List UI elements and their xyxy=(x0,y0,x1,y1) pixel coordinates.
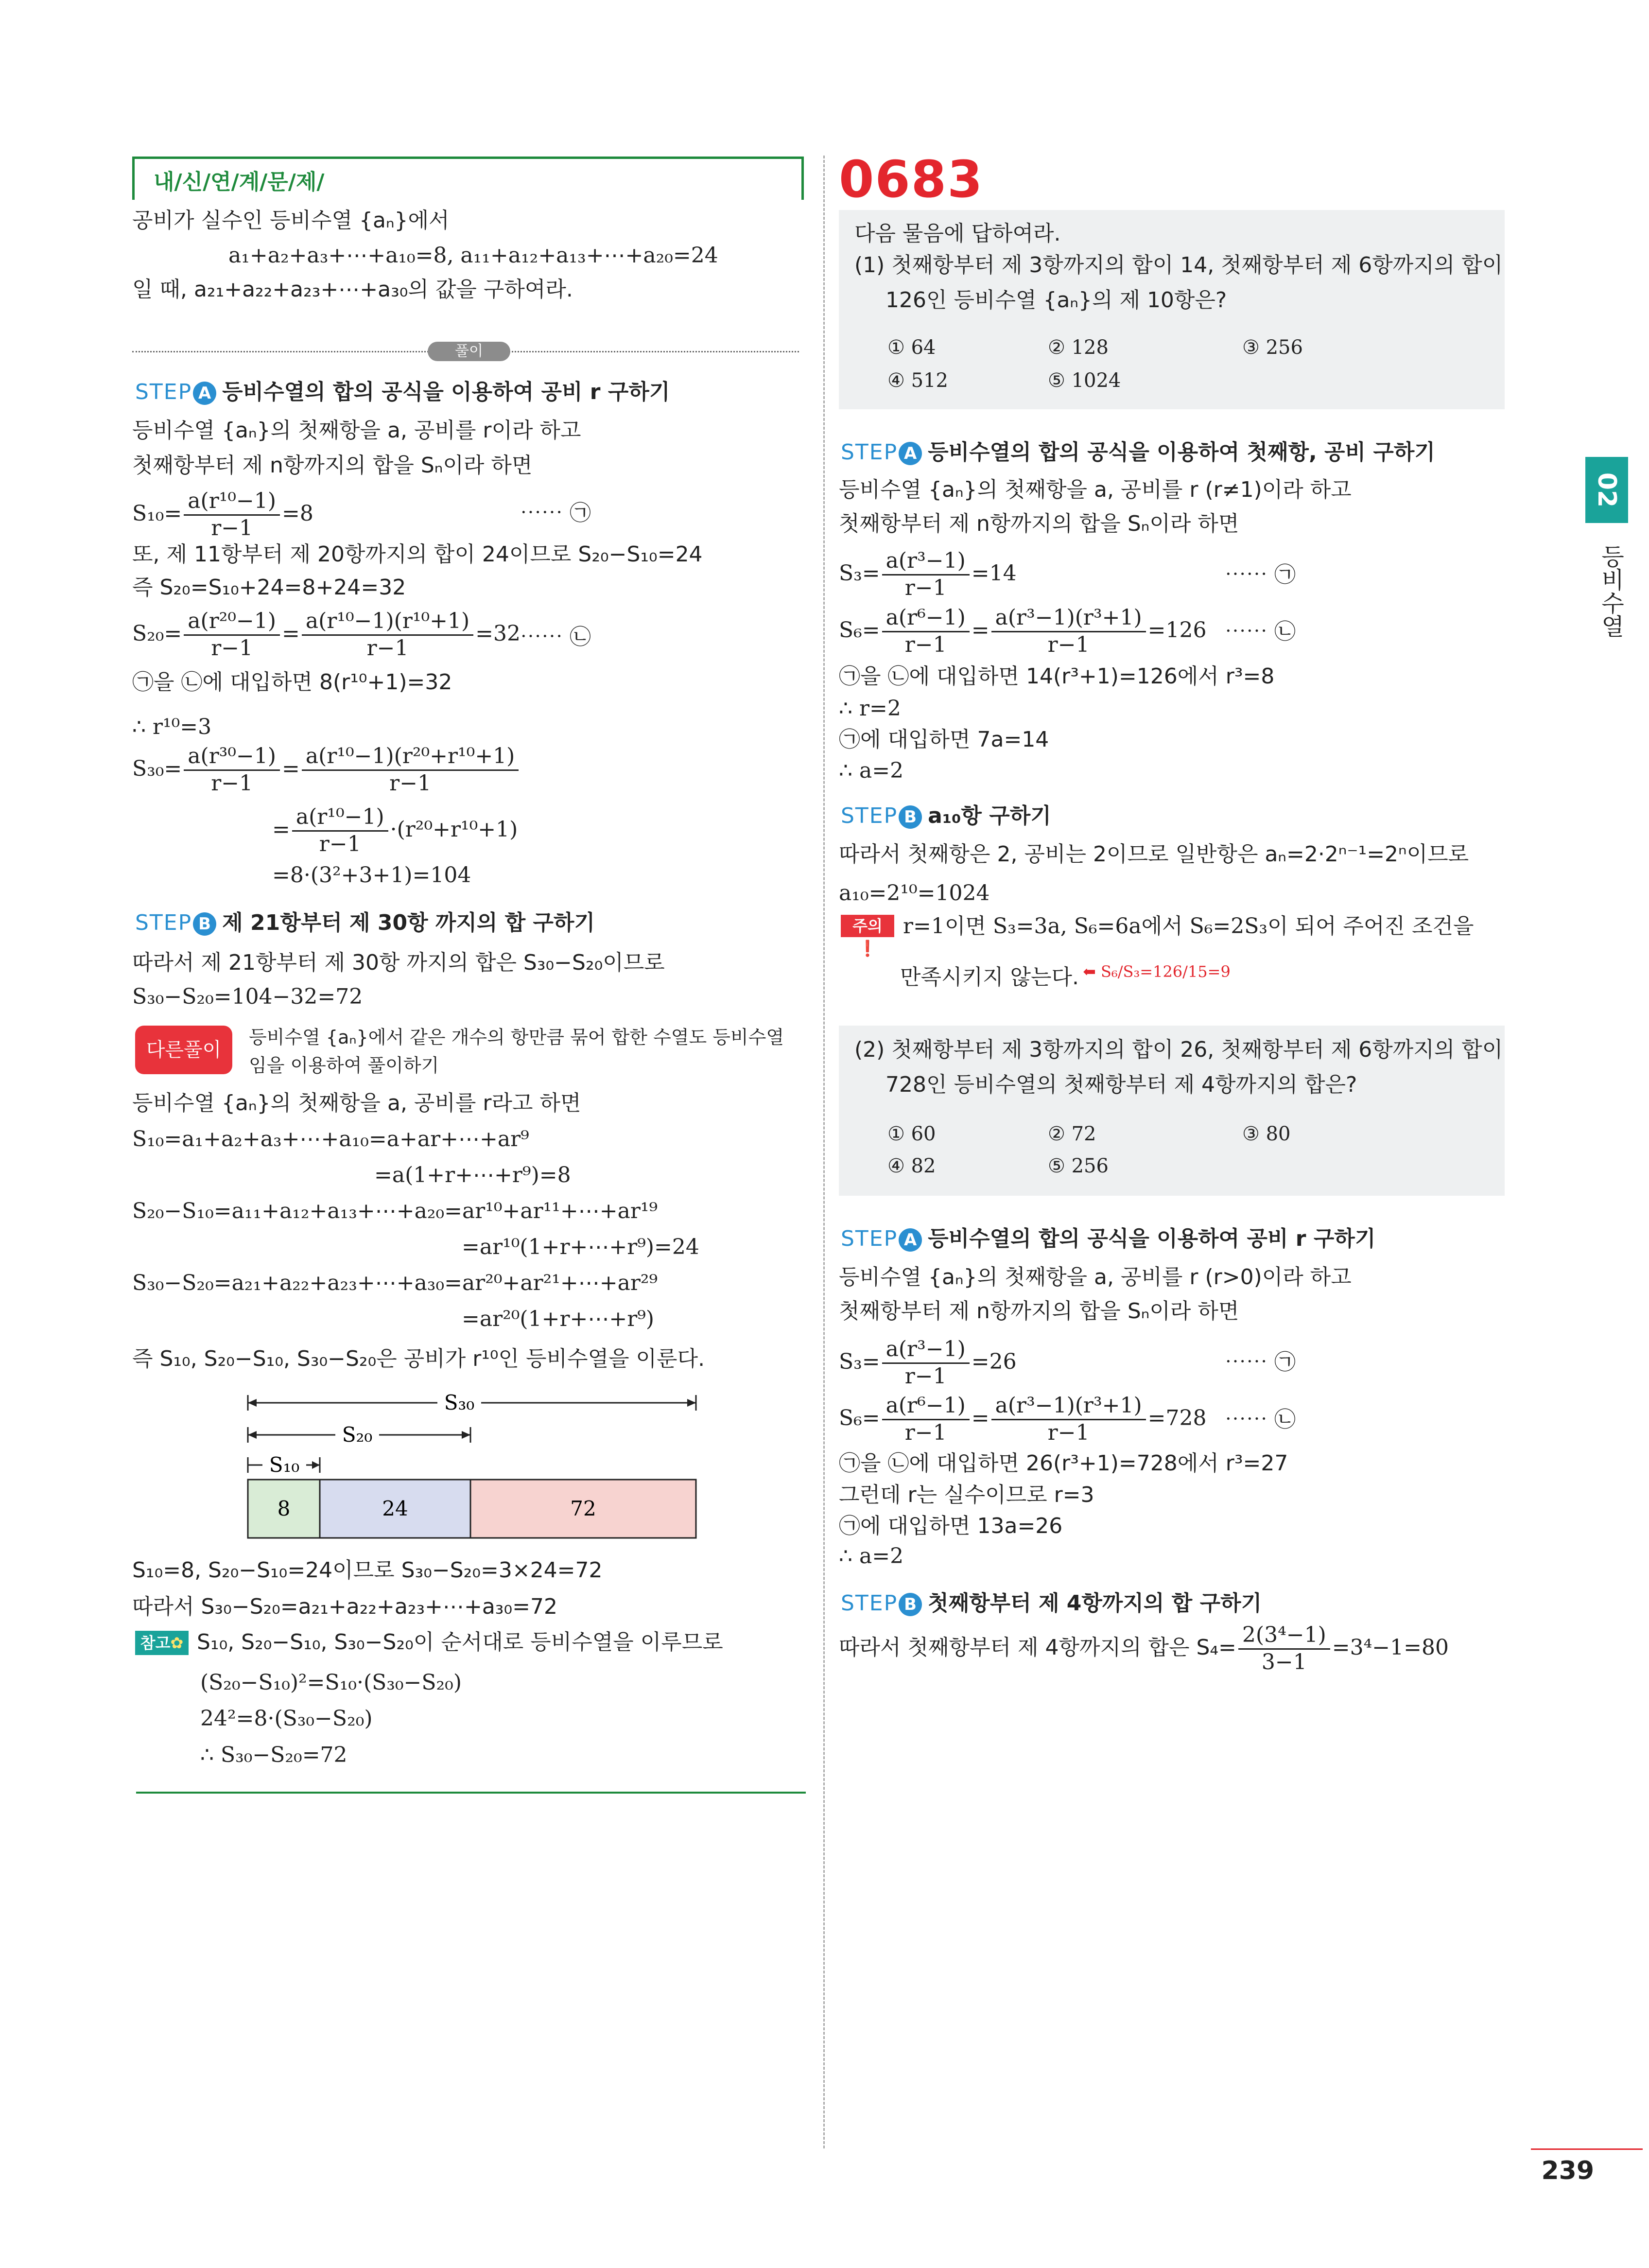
q1-sol-line: ㉠을 ㉡에 대입하면 14(r³+1)=126에서 r³=8 xyxy=(839,664,1275,689)
alt-line: 즉 S₁₀, S₂₀−S₁₀, S₃₀−S₂₀은 공비가 r¹⁰인 등비수열을 이룬다. xyxy=(132,1346,705,1371)
eq-marker: ⋯⋯ ㉠ xyxy=(1225,1350,1296,1375)
q2-line: (2) 첫째항부터 제 3항까지의 합이 26, 첫째항부터 제 6항까지의 합이 xyxy=(854,1037,1503,1062)
step-letter-icon: A xyxy=(193,382,216,405)
q2-option[interactable]: ④ 82 xyxy=(887,1155,936,1177)
ref-line: 24²=8·(S₃₀−S₂₀) xyxy=(200,1706,373,1731)
chapter-tab[interactable] xyxy=(1585,457,1628,523)
formula-s3: S₃= $\frac{\text{a(r³−1)}}{r-1}$ =26 xyxy=(839,1337,1017,1389)
step-b-header: STEP B 제 21항부터 제 30항 까지의 합 구하기 xyxy=(135,910,595,935)
q2-step-a-header: STEP A 등비수열의 합의 공식을 이용하여 공비 r 구하기 xyxy=(841,1226,1376,1251)
formula-s30-result: =8·(3²+3+1)=104 xyxy=(272,863,471,888)
problem-line-1: 공비가 실수인 등비수열 {aₙ}에서 xyxy=(132,208,450,233)
formula-s10: S₁₀= $\frac{\text{a(r¹⁰−1)}}{r-1}$ =8 xyxy=(132,488,313,541)
alt-line: 등비수열 {aₙ}의 첫째항을 a, 공비를 r라고 하면 xyxy=(132,1091,581,1116)
q2-final-line: 따라서 첫째항부터 제 4항까지의 합은 S₄= $\frac{\text{2(3⁴−1)}}{3-1}$ =3⁴−1=80 xyxy=(839,1622,1449,1675)
q2-line: 728인 등비수열의 첫째항부터 제 4항까지의 합은? xyxy=(885,1072,1357,1097)
q2-option[interactable]: ③ 80 xyxy=(1242,1123,1291,1145)
alt-line: S₃₀−S₂₀=a₂₁+a₂₂+a₂₃+⋯+a₃₀=ar²⁰+ar²¹+⋯+ar²⁹ xyxy=(132,1271,658,1295)
sol-line: 따라서 제 21항부터 제 30항 까지의 합은 S₃₀−S₂₀이므로 xyxy=(132,950,665,975)
after-line: S₁₀=8, S₂₀−S₁₀=24이므로 S₃₀−S₂₀=3×24=72 xyxy=(132,1558,603,1583)
problem-number: 0683 xyxy=(839,150,984,209)
q1-option[interactable]: ⑤ 1024 xyxy=(1048,369,1121,392)
problem-line-2: a₁+a₂+a₃+⋯+a₁₀=8, a₁₁+a₁₂+a₁₃+⋯+a₂₀=24 xyxy=(228,243,718,268)
q1-step-b-header: STEP B a₁₀항 구하기 xyxy=(841,803,1051,828)
step-title: 등비수열의 합의 공식을 이용하여 공비 r 구하기 xyxy=(222,380,670,404)
alt-line: S₁₀=a₁+a₂+a₃+⋯+a₁₀=a+ar+⋯+ar⁹ xyxy=(132,1127,529,1151)
s20-label: S₂₀ xyxy=(342,1423,373,1447)
eq-marker: ⋯⋯ ㉡ xyxy=(1225,619,1296,644)
q1-sol-line: 등비수열 {aₙ}의 첫째항을 a, 공비를 r (r≠1)이라 하고 xyxy=(839,477,1352,502)
step-letter-icon: A xyxy=(899,442,922,465)
sum-diagram xyxy=(238,1384,705,1545)
sol-line: 등비수열 {aₙ}의 첫째항을 a, 공비를 r이라 하고 xyxy=(132,418,581,443)
q2-option[interactable]: ⑤ 256 xyxy=(1048,1155,1109,1177)
q2-sol-line: ∴ a=2 xyxy=(839,1544,904,1569)
star-icon: ✿ xyxy=(170,1634,184,1652)
q2-step-b-header: STEP B 첫째항부터 제 4항까지의 합 구하기 xyxy=(841,1591,1262,1616)
cell-value: 72 xyxy=(570,1497,596,1520)
eq-marker: ⋯⋯ ㉡ xyxy=(520,625,591,649)
q1-sol-line: ∴ a=2 xyxy=(839,758,904,783)
s10-label: S₁₀ xyxy=(269,1453,300,1477)
cell-value: 24 xyxy=(382,1497,408,1520)
column-divider xyxy=(823,156,825,2148)
page-number-rule xyxy=(1531,2148,1643,2150)
step-label: STEP xyxy=(135,380,192,404)
sol-line: 즉 S₂₀=S₁₀+24=8+24=32 xyxy=(132,575,406,600)
formula-s6: S₆= $\frac{\text{a(r⁶−1)}}{r-1}$ = $\frac{\text{a(r³−1)(r³+1)}}{r-1}$ =728 xyxy=(839,1393,1207,1445)
after-line: 따라서 S₃₀−S₂₀=a₂₁+a₂₂+a₂₃+⋯+a₃₀=72 xyxy=(132,1594,557,1619)
q2-sol-line: ㉠을 ㉡에 대입하면 26(r³+1)=728에서 r³=27 xyxy=(839,1451,1288,1476)
sol-line: 첫째항부터 제 n항까지의 합을 Sₙ이라 하면 xyxy=(132,453,533,478)
q2-option[interactable]: ② 72 xyxy=(1048,1123,1096,1145)
alt-desc: 등비수열 {aₙ}에서 같은 개수의 항만큼 묶어 합한 수열도 등비수열 xyxy=(249,1027,784,1048)
sol-line: 또, 제 11항부터 제 20항까지의 합이 24이므로 S₂₀−S₁₀=24 xyxy=(132,542,703,567)
q1-sol-line: 첫째항부터 제 n항까지의 합을 Sₙ이라 하면 xyxy=(839,511,1239,536)
related-problem-label: 내/신/연/계/문/제/ xyxy=(154,170,325,194)
step-letter-icon: B xyxy=(899,1593,922,1616)
caution-line: 만족시키지 않는다. xyxy=(900,965,1079,990)
left-bottom-rule xyxy=(136,1792,806,1794)
ref-line: S₁₀, S₂₀−S₁₀, S₃₀−S₂₀이 순서대로 등비수열을 이루므로 xyxy=(197,1630,723,1655)
page-number: 239 xyxy=(1541,2156,1594,2185)
s30-label: S₃₀ xyxy=(444,1391,475,1414)
alt-solution-tag: 다른풀이 xyxy=(135,1026,232,1074)
q2-sol-line: 등비수열 {aₙ}의 첫째항을 a, 공비를 r (r>0)이라 하고 xyxy=(839,1265,1352,1290)
problem-line-3: 일 때, a₂₁+a₂₂+a₂₃+⋯+a₃₀의 값을 구하여라. xyxy=(132,277,573,302)
eq-marker: ⋯⋯ ㉡ xyxy=(1225,1407,1296,1432)
q2-sol-line: ㉠에 대입하면 13a=26 xyxy=(839,1514,1063,1538)
q1-sol-line: a₁₀=2¹⁰=1024 xyxy=(839,881,990,906)
sol-line: S₃₀−S₂₀=104−32=72 xyxy=(132,984,363,1009)
caution-line: r=1이면 S₃=3a, S₆=6a에서 S₆=2S₃이 되어 주어진 조건을 xyxy=(903,914,1474,939)
solution-tag: 풀이 xyxy=(428,342,510,361)
q1-option[interactable]: ② 128 xyxy=(1048,336,1109,359)
formula-s30: S₃₀= $\frac{\text{a(r³⁰−1)}}{r-1}$ = $\frac{\text{a(r¹⁰−1)(r²⁰+r¹⁰+1)}}{r-1}$ xyxy=(132,744,521,797)
arrow-left-icon: ⬅ xyxy=(1083,962,1101,981)
step-letter-icon: B xyxy=(193,912,216,936)
alt-line: =a(1+r+⋯+r⁹)=8 xyxy=(374,1163,571,1187)
ref-line: (S₂₀−S₁₀)²=S₁₀·(S₃₀−S₂₀) xyxy=(200,1670,462,1695)
q1-option[interactable]: ④ 512 xyxy=(887,369,948,392)
chapter-number: 02 xyxy=(1592,472,1621,508)
sol-line: ㉠을 ㉡에 대입하면 8(r¹⁰+1)=32 xyxy=(132,670,452,695)
q1-option[interactable]: ③ 256 xyxy=(1242,336,1303,359)
eq-marker: ⋯⋯ ㉠ xyxy=(520,501,591,525)
step-letter-icon: A xyxy=(899,1228,922,1252)
reference-tag: 참고✿ xyxy=(135,1631,189,1655)
q1-sol-line: ㉠에 대입하면 7a=14 xyxy=(839,727,1049,752)
alt-line: =ar¹⁰(1+r+⋯+r⁹)=24 xyxy=(462,1235,699,1259)
formula-s20: S₂₀= $\frac{\text{a(r²⁰−1)}}{r-1}$ = $\frac{\text{a(r¹⁰−1)(r¹⁰+1)}}{r-1}$ =32 xyxy=(132,609,521,661)
cell-value: 8 xyxy=(277,1497,291,1520)
formula-s30-cont: = $\frac{\text{a(r¹⁰−1)}}{r-1}$ ·(r²⁰+r¹⁰+1) xyxy=(272,804,518,856)
q1-option[interactable]: ① 64 xyxy=(887,336,936,359)
formula-s6: S₆= $\frac{\text{a(r⁶−1)}}{r-1}$ = $\frac{\text{a(r³−1)(r³+1)}}{r-1}$ =126 xyxy=(839,605,1207,657)
formula-s3: S₃= $\frac{\text{a(r³−1)}}{r-1}$ =14 xyxy=(839,548,1017,600)
alt-line: =ar²⁰(1+r+⋯+r⁹) xyxy=(462,1307,655,1331)
q1-line: (1) 첫째항부터 제 3항까지의 합이 14, 첫째항부터 제 6항까지의 합이 xyxy=(854,253,1503,278)
q1-line: 126인 등비수열 {aₙ}의 제 10항은? xyxy=(885,288,1227,313)
q1-sol-line: 따라서 첫째항은 2, 공비는 2이므로 일반항은 aₙ=2·2ⁿ⁻¹=2ⁿ이므로 xyxy=(839,842,1469,867)
step-letter-icon: B xyxy=(899,805,922,829)
q1-step-a-header: STEP A 등비수열의 합의 공식을 이용하여 첫째항, 공비 구하기 xyxy=(841,440,1435,465)
q1-sol-line: ∴ r=2 xyxy=(839,696,901,721)
caution-tag: 주의 ❗ xyxy=(841,915,894,937)
step-a-header xyxy=(135,374,670,405)
q2-sol-line: 그런데 r는 실수이므로 r=3 xyxy=(839,1483,1094,1507)
alt-desc: 임을 이용하여 풀이하기 xyxy=(249,1055,439,1076)
eq-marker: ⋯⋯ ㉠ xyxy=(1225,562,1296,587)
alt-line: S₂₀−S₁₀=a₁₁+a₁₂+a₁₃+⋯+a₂₀=ar¹⁰+ar¹¹+⋯+ar¹⁹ xyxy=(132,1199,658,1223)
ref-line: ∴ S₃₀−S₂₀=72 xyxy=(200,1743,347,1767)
intro: 다음 물음에 답하여라. xyxy=(854,221,1061,246)
exclamation-icon: ❗ xyxy=(858,939,877,958)
sol-line: ∴ r¹⁰=3 xyxy=(132,715,212,739)
chapter-title: 등비수열 xyxy=(1597,544,1624,638)
caution-note: ⬅ S₆/S₃=126/15=9 xyxy=(1083,962,1231,981)
q2-sol-line: 첫째항부터 제 n항까지의 합을 Sₙ이라 하면 xyxy=(839,1299,1239,1324)
q2-option[interactable]: ① 60 xyxy=(887,1123,936,1145)
